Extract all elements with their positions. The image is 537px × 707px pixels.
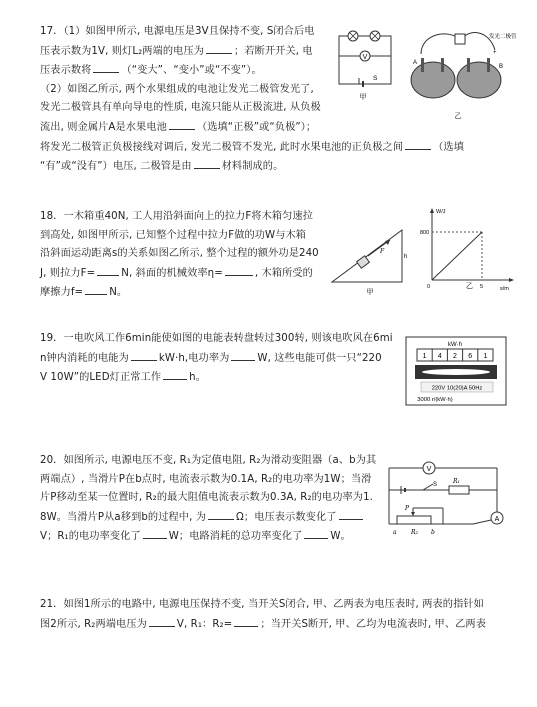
q17-line-3: 压表示数将 （“变大”、“变小”或“不变”）。 [40, 61, 464, 81]
question-21 [40, 596, 486, 634]
q20-figure-circuit [383, 452, 511, 538]
q21-line-1: 21．如图1所示的电路中, 电源电压保持不变, 当开关S闭合, 甲、乙两表为电压表时, 两表的指针如 [40, 599, 484, 610]
svg-text:A: A [413, 60, 418, 66]
q20-blank-r1-power-change[interactable] [143, 527, 167, 539]
svg-text:A: A [494, 516, 500, 523]
rheostat-r2-icon [397, 516, 431, 524]
svg-text:S: S [433, 482, 438, 488]
svg-text:乙: 乙 [466, 283, 473, 290]
q19-blank-energy[interactable] [131, 349, 157, 361]
meter-digit-4: 6 [468, 353, 473, 360]
q19-line-1: 19．一电吹风工作6min能使如图的电能表转盘转过300转, 则该电吹风在6mi [40, 333, 393, 344]
svg-text:R₂: R₂ [411, 529, 418, 536]
svg-text:+: + [493, 50, 497, 56]
work-line [432, 232, 482, 280]
svg-text:3000 r/(kW·h): 3000 r/(kW·h) [417, 397, 453, 403]
q21-blank-ratio[interactable] [234, 615, 258, 627]
q18-line-2: 到高处, 如图甲所示, 已知整个过程中拉力F做的功W与木箱 [40, 229, 307, 241]
q19-blank-power[interactable] [231, 349, 255, 361]
meter-digit-1: 1 [422, 353, 427, 360]
q19-blank-hours[interactable] [163, 368, 187, 380]
q17-blank-voltage-l2[interactable] [206, 42, 232, 54]
meter-digit-5: 1 [483, 353, 488, 360]
q20-blank-resistance[interactable] [208, 508, 234, 520]
svg-text:0: 0 [427, 284, 431, 290]
svg-text:s/m: s/m [500, 286, 509, 292]
svg-text:甲: 甲 [359, 94, 367, 101]
svg-text:a: a [393, 529, 397, 536]
q18-line-5: 摩擦力f= N。 [40, 283, 319, 303]
q17-figure-circuit [333, 26, 397, 102]
q17-line-7: 将发光二极管正负极接线对调后, 发光二极管不发光, 此时水果电池的正负极之间 （选填 [40, 138, 464, 158]
q20-blank-total-power-change[interactable] [304, 527, 328, 539]
svg-text:220V 10(20)A 50Hz: 220V 10(20)A 50Hz [431, 385, 483, 392]
meter-digit-2: 4 [437, 353, 442, 360]
q20-blank-voltage-change[interactable] [339, 508, 363, 520]
fruit-right-icon [457, 62, 504, 98]
svg-text:R₁: R₁ [453, 478, 460, 485]
question-19 [40, 330, 393, 388]
question-17 [40, 22, 464, 177]
svg-text:V: V [426, 466, 432, 473]
svg-text:S: S [373, 75, 378, 82]
q17-figure-fruit-battery [403, 24, 517, 124]
q19-line-2: n钟内消耗的电能为 kW·h,电功率为 W, 这些电能可供一只“220 [40, 349, 393, 369]
q17-blank-electrode-a[interactable] [169, 118, 195, 130]
q18-line-3: 沿斜面运动距离s的关系如图乙所示, 整个过程的额外功是240 [40, 248, 319, 260]
svg-text:h: h [404, 254, 408, 260]
q18-line-1: 18．一木箱重40N, 工人用沿斜面向上的拉力F将木箱匀速拉 [40, 211, 314, 222]
q18-figure-work-graph [418, 204, 518, 294]
svg-text:V: V [362, 54, 368, 61]
q17-line-8: “有”或“没有”）电压, 二极管是由 材料制成的。 [40, 157, 464, 177]
q17-line-1: 17．（1）如图甲所示, 电源电压是3V且保持不变, S闭合后电 [40, 26, 315, 37]
q21-line-2: 图2所示, R₂两端电压为 V, R₁：R₂= ；当开关S断开, 甲、乙均为电流表时, 甲、乙两表 [40, 615, 486, 635]
q19-line-3: V 10W”的LED灯正常工作 h。 [40, 368, 393, 388]
svg-text:P: P [405, 505, 410, 512]
q19-figure-electric-meter [405, 336, 509, 408]
q20-line-5: V；R₁的电功率变化了 W；电路消耗的总功率变化了 W。 [40, 527, 376, 547]
led-icon [455, 34, 465, 44]
q17-blank-has-voltage[interactable] [405, 138, 431, 150]
svg-text:800: 800 [420, 230, 430, 236]
svg-text:5: 5 [480, 284, 484, 290]
svg-text:F: F [380, 248, 385, 255]
resistor-r1-icon [449, 486, 469, 494]
svg-text:发光二极管: 发光二极管 [489, 34, 517, 40]
q18-blank-friction[interactable] [85, 283, 107, 295]
q20-line-3: 片P移动至某一位置时, R₂的最大阻值电流表示数为0.3A, R₂的电功率为1. [40, 492, 373, 504]
q18-blank-force[interactable] [97, 264, 119, 276]
svg-text:b: b [431, 529, 435, 536]
q18-line-4: J, 则拉力F= N, 斜面的机械效率η= , 木箱所受的 [40, 264, 319, 284]
svg-text:W/J: W/J [436, 209, 446, 215]
q21-blank-r2-voltage[interactable] [149, 615, 175, 627]
q17-line-6: 流出, 则金属片A是水果电池 （选填“正极”或“负极”）； [40, 118, 464, 138]
q18-blank-efficiency[interactable] [225, 264, 253, 276]
q17-blank-material[interactable] [194, 157, 220, 169]
svg-text:kW·h: kW·h [448, 342, 462, 348]
meter-digit-3: 2 [453, 353, 457, 360]
svg-text:B: B [499, 64, 504, 70]
svg-text:甲: 甲 [366, 289, 374, 296]
q17-blank-voltmeter-change[interactable] [93, 61, 119, 73]
fruit-left-icon [411, 62, 455, 98]
q17-line-2: 压表示数为1V, 则灯L₂两端的电压为 ；若断开开关, 电 [40, 42, 464, 62]
q17-line-4: （2）如图乙所示, 两个水果组成的电池让发光二极管发光了, [40, 83, 314, 95]
q20-line-4: 8W。当滑片P从a移到b的过程中, 为 Ω；电压表示数变化了 [40, 508, 376, 528]
question-20 [40, 452, 376, 547]
q20-line-2: 两端点）, 当滑片P在b点时, 电流表示数为0.1A, R₂的电功率为1W；当滑 [40, 473, 372, 485]
question-18 [40, 208, 319, 303]
q18-figure-incline [330, 212, 410, 296]
svg-text:乙: 乙 [454, 113, 462, 120]
q17-line-5: 发光二极管具有单向导电的性质, 电流只能从正极流进, 从负极 [40, 102, 321, 114]
q20-line-1: 20．如图所示, 电源电压不变, R₁为定值电阻, R₂为滑动变阻器（a、b为其 [40, 455, 377, 466]
